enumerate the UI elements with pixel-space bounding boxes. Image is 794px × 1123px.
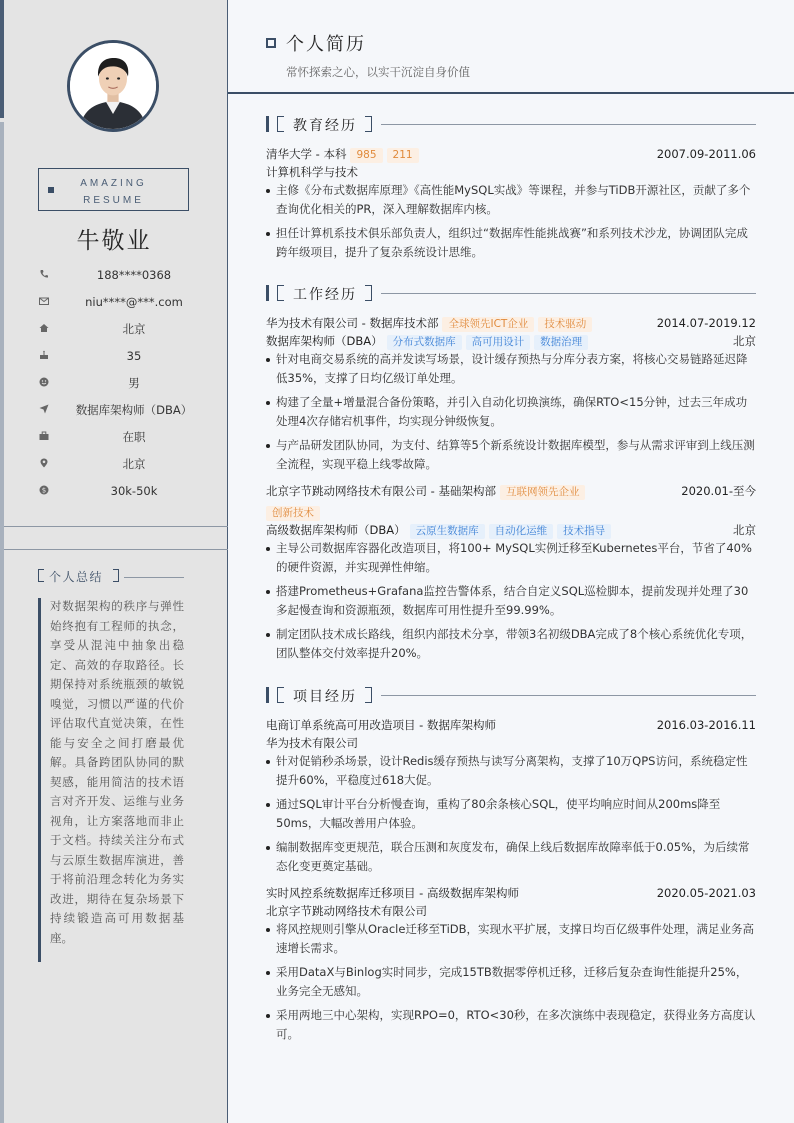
page-subtitle: 常怀探索之心，以实干沉淀自身价值 [286,65,470,79]
date-range: 2014.07-2019.12 [656,316,756,330]
tag: 985 [350,148,382,163]
info-position [0,402,228,420]
role-title: 高级数据库架构师（DBA） [266,523,406,537]
bracket-left-icon [277,116,284,132]
list-item: 通过SQL审计平台分析慢查询，重构了80余条核心SQL，使平均响应时间从200ms降至50ms，大幅改善用户体验。 [266,795,758,833]
info-salary-text: 30k-50k [110,484,158,498]
date-range: 2020.01-至今 [681,484,756,498]
job-header [266,315,756,332]
salary-icon [39,485,49,495]
info-position-text: 数据库架构师（DBA） [75,403,193,417]
bracket-left-icon [277,285,284,301]
resume-badge [38,168,189,211]
briefcase-icon [39,431,49,441]
summary-heading [38,569,188,585]
list-item: 与产品研发团队协同，为支付、结算等5个新系统设计数据库模型，参与从需求评审到上线压测全流程，实现平稳上线零故障。 [266,436,758,474]
project-name: 电商订单系统高可用改造项目 - 数据库架构师 [266,718,496,732]
list-item: 担任计算机系技术俱乐部负责人，组织过“数据库性能挑战赛”和系列技术沙龙，协调团队完成跨年级项目，提升了复杂系统设计思维。 [266,224,758,262]
date-range: 2020.05-2021.03 [656,886,756,900]
tag: 创新技术 [266,506,320,521]
project-org [266,735,756,752]
project-header [266,717,756,734]
info-home-text: 北京 [122,322,146,336]
sidebar-accent-bar [0,0,4,118]
job-bullets [266,539,758,668]
project-header [266,885,756,902]
project-name: 实时风控系统数据库迁移项目 - 高级数据库架构师 [266,886,519,900]
education-major [266,164,756,181]
info-location-text: 北京 [122,457,146,471]
list-item: 主修《分布式数据库原理》《高性能MySQL实战》等课程，并参与TiDB开源社区，贡献了多个查询优化相关的PR，深入理解数据库内核。 [266,181,758,219]
info-home [0,321,228,339]
sidebar-divider [4,549,228,550]
page-title: 个人简历 [286,34,366,55]
mail-icon [39,296,49,306]
location-pin-icon [39,458,49,468]
home-icon [39,323,49,333]
bracket-left-icon [277,687,284,703]
section-title: 工作经历 [293,287,357,303]
bracket-right-icon [365,116,372,132]
section-rule [381,124,756,125]
title-square-icon [266,38,276,48]
info-age [0,348,228,366]
date-range: 2007.09-2011.06 [656,147,756,161]
info-email [0,294,228,312]
section-rule [381,695,756,696]
sidebar [0,0,228,1123]
list-item: 采用两地三中心架构，实现RPO=0，RTO<30秒，在多次演练中表现稳定，获得业务方高度认可。 [266,1006,758,1044]
list-item: 针对促销秒杀场景，设计Redis缓存预热与读写分离架构，支撑了10万QPS访问，系统稳定性提升60%，平稳度过618大促。 [266,752,758,790]
date-range: 2016.03-2016.11 [656,718,756,732]
tag: 技术指导 [557,524,611,539]
tag: 自动化运维 [489,524,554,539]
portrait-photo [70,43,156,129]
phone-icon [39,269,49,279]
tag: 云原生数据库 [410,524,485,539]
project-bullets [266,920,758,1049]
role-title: 数据库架构师（DBA） [266,334,383,348]
cake-icon [39,350,49,360]
section-bar [266,285,269,301]
bracket-right-icon [365,285,372,301]
summary-title: 个人总结 [49,570,104,584]
info-salary [0,483,228,501]
info-phone-text: 188****0368 [96,268,172,282]
job-header [266,483,756,500]
company-name: 华为技术有限公司 - 数据库技术部 [266,316,439,330]
face-icon [39,377,49,387]
tag: 数据治理 [534,335,588,350]
bracket-left-icon [38,569,44,582]
list-item: 采用DataX与Binlog实时同步，完成15TB数据零停机迁移，迁移后复杂查询性能提升25%，业务完全无感知。 [266,963,758,1001]
info-age-text: 35 [126,349,142,363]
list-item: 构建了全量+增量混合备份策略，并引入自动化切换演练，确保RTO<15分钟，过去三年成功处理4次存储宕机事件，均实现分钟级恢复。 [266,393,758,431]
education-bullets [266,181,758,267]
section-heading-education [266,116,756,134]
tag: 分布式数据库 [387,335,462,350]
tag: 互联网领先企业 [500,485,586,500]
section-heading-work [266,285,756,303]
section-rule [381,293,756,294]
job-role [266,333,756,350]
section-bar [266,116,269,132]
list-item: 将风控规则引擎从Oracle迁移至TiDB，实现水平扩展，支撑日均百亿级事件处理，满足业务高速增长需求。 [266,920,758,958]
job-role [266,522,756,539]
tag: 211 [387,148,419,163]
job-tags-wrap [266,504,756,521]
project-org [266,903,756,920]
sidebar-divider [4,526,228,527]
info-gender [0,375,228,393]
major: 计算机科学与技术 [266,165,358,179]
tag: 高可用设计 [466,335,531,350]
info-status [0,429,228,447]
education-header [266,146,756,163]
project-organization: 华为技术有限公司 [266,736,358,750]
person-name: 牛敬业 [76,228,152,254]
project-bullets [266,752,758,881]
list-item: 针对电商交易系统的高并发读写场景，设计缓存预热与分库分表方案，将核心交易链路延迟降低35%，支撑了日均亿级订单处理。 [266,350,758,388]
company-name: 北京字节跳动网络技术有限公司 - 基础架构部 [266,484,496,498]
avatar [67,40,159,132]
school-name: 清华大学 - 本科 [266,147,347,161]
list-item: 编制数据库变更规范，联合压测和灰度发布，确保上线后数据库故障率低于0.05%，为后续常态化变更奠定基础。 [266,838,758,876]
info-gender-text: 男 [128,376,140,390]
list-item: 主导公司数据库容器化改造项目，将100+ MySQL实例迁移至Kubernetes平台，节省了40%的硬件资源，并实现弹性伸缩。 [266,539,758,577]
info-email-text: niu****@***.com [85,295,183,309]
info-phone [0,267,228,285]
summary-title-rule [124,577,184,578]
section-title: 教育经历 [293,118,357,134]
summary-text: 对数据架构的秩序与弹性始终抱有工程师的执念，享受从混沌中抽象出稳定、高效的存取路径。长期保持对系统瓶颈的敏锐嗅觉，习惯以严谨的代价评估取代直觉决策，在性能与安全之间打磨最优解。具备跨团队协同的默契感，能用简洁的技术语言对齐开发、运维与业务视角，让方案落地而非止于文档。持续关注分布式与云原生数据库演进，善于将前沿理念转化为务实改进，期待在复杂场景下持续锻造高可用数据基座。 [50,599,184,945]
info-status-text: 在职 [122,430,146,444]
job-bullets [266,350,758,479]
list-item: 搭建Prometheus+Grafana监控告警体系，结合自定义SQL巡检脚本，提前发现并处理了30多起慢查询和资源瓶颈，数据库可用性提升至99.99%。 [266,582,758,620]
svg-text:$: $ [41,486,47,495]
badge-line-2: RESUME [83,195,144,206]
info-location [0,456,228,474]
city: 北京 [733,334,756,348]
section-heading-projects [266,687,756,705]
badge-line-1: AMAZING [80,178,147,189]
tag: 技术驱动 [538,317,592,332]
bracket-right-icon [365,687,372,703]
city: 北京 [733,523,756,537]
summary-accent-bar [38,598,41,962]
section-bar [266,687,269,703]
main-content [228,0,794,1123]
header-rule [228,92,794,94]
bracket-right-icon [113,569,119,582]
list-item: 制定团队技术成长路线，组织内部技术分享，带领3名初级DBA完成了8个核心系统优化专项，团队整体交付效率提升20%。 [266,625,758,663]
badge-square-icon [48,187,54,193]
send-icon [39,404,49,414]
project-organization: 北京字节跳动网络技术有限公司 [266,904,427,918]
section-title: 项目经历 [293,689,357,705]
tag: 全球领先ICT企业 [442,317,534,332]
